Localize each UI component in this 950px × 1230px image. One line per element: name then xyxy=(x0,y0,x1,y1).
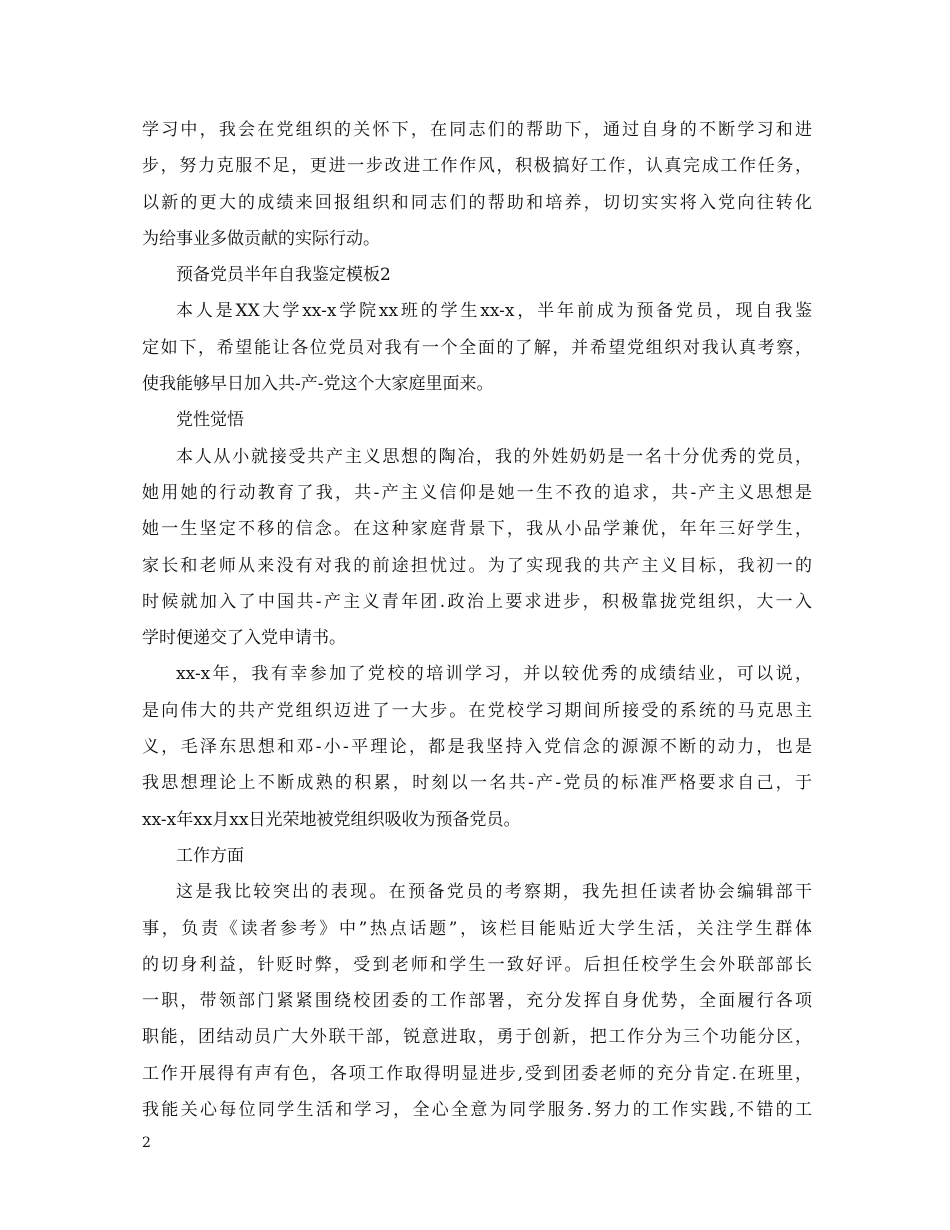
text-line: 是向伟大的共产党组织迈进了一大步。在党校学习期间所接受的系统的马克思主 xyxy=(142,700,812,721)
text-line: 这是我比较突出的表现。在预备党员的考察期，我先担任读者协会编辑部干 xyxy=(176,882,812,903)
section-heading: 党性觉悟 xyxy=(176,410,244,431)
text-line: 以新的更大的成绩来回报组织和同志们的帮助和培养，切切实实将入党向往转化 xyxy=(142,192,812,213)
text-line: 使我能够早日加入共-产-党这个大家庭里面来。 xyxy=(142,374,494,395)
text-line: 步，努力克服不足，更进一步改进工作作风，积极搞好工作，认真完成工作任务， xyxy=(142,156,812,177)
text-line: 工作开展得有声有色，各项工作取得明显进步,受到团委老师的充分肯定.在班里， xyxy=(142,1063,812,1084)
text-line: 职能，团结动员广大外联干部，锐意进取，勇于创新，把工作分为三个功能分区， xyxy=(142,1027,812,1048)
document-body xyxy=(142,112,812,1128)
text-line: 她用她的行动教育了我，共-产主义信仰是她一生不孜的追求，共-产主义思想是 xyxy=(142,482,812,503)
text-line: 的切身利益，针贬时弊，受到老师和学生一致好评。后担任校学生会外联部部长 xyxy=(142,954,812,975)
text-line: 为给事业多做贡献的实际行动。 xyxy=(142,228,380,249)
text-line: 一职，带领部门紧紧围绕校团委的工作部署，充分发挥自身优势，全面履行各项 xyxy=(142,991,812,1012)
section-heading: 工作方面 xyxy=(176,845,244,866)
text-line: 本人从小就接受共产主义思想的陶冶，我的外姓奶奶是一名十分优秀的党员， xyxy=(176,446,812,467)
text-line: 学习中，我会在党组织的关怀下，在同志们的帮助下，通过自身的不断学习和进 xyxy=(142,120,812,140)
text-line: xx-x年xx月xx日光荣地被党组织吸收为预备党员。 xyxy=(142,809,521,830)
section-heading: 预备党员半年自我鉴定模板2 xyxy=(176,265,391,286)
text-line: 义，毛泽东思想和邓-小-平理论，都是我坚持入党信念的源源不断的动力，也是 xyxy=(142,737,812,758)
page-number: 2 xyxy=(142,1135,151,1151)
text-line: xx-x年，我有幸参加了党校的培训学习，并以较优秀的成绩结业，可以说， xyxy=(176,664,812,685)
text-line: 事，负责《读者参考》中”热点话题”，该栏目能贴近大学生活，关注学生群体 xyxy=(142,918,812,939)
text-line: 她一生坚定不移的信念。在这种家庭背景下，我从小品学兼优，年年三好学生， xyxy=(142,519,812,540)
text-line: 定如下，希望能让各位党员对我有一个全面的了解，并希望党组织对我认真考察， xyxy=(142,337,812,358)
text-line: 我能关心每位同学生活和学习，全心全意为同学服务.努力的工作实践,不错的工 xyxy=(142,1100,812,1121)
text-line: 我思想理论上不断成熟的积累，时刻以一名共-产-党员的标准严格要求自己，于 xyxy=(142,773,812,794)
text-line: 时候就加入了中国共-产主义青年团.政治上要求进步，积极靠拢党组织，大一入 xyxy=(142,591,812,612)
text-line: 本人是XX大学xx-x学院xx班的学生xx-x，半年前成为预备党员，现自我鉴 xyxy=(176,301,812,322)
text-line: 家长和老师从来没有对我的前途担忧过。为了实现我的共产主义目标，我初一的 xyxy=(142,555,812,576)
text-line: 学时便递交了入党申请书。 xyxy=(142,628,346,649)
